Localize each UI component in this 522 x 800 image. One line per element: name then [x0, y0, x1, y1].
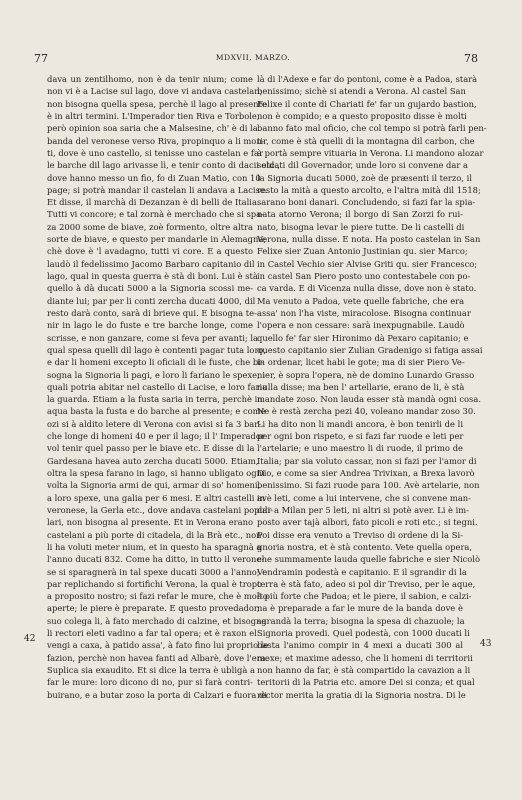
text-line: in castel San Piero posto uno contestabele con po- — [257, 271, 471, 281]
text-line: l'opera e non cessare: sarà inexpugnabile. Laudò — [257, 320, 465, 331]
text-line: Tutti vi concore; e tal zornà è merchado che si spa- — [47, 209, 264, 220]
text-line: banno fato mal oficio, che col tempo si potrà farli pen- — [257, 123, 487, 134]
text-line: diante lui; par per li conti zercha ducati 4000, dil — [47, 295, 256, 306]
text-line: non hanno da far, è stà compartido la cavazion a li — [257, 665, 471, 675]
text-line: dava un zentilhomo, non è da tenir nium; come — [47, 74, 253, 84]
text-line: chè dove è 'l avadagno, tutti vi core. E a questo — [47, 246, 253, 257]
text-line: na è preparade a far le mure de la banda dove è — [257, 603, 463, 614]
text-line: page; si potrà mandar il castelan li andava a Lacise. — [47, 184, 268, 195]
text-line: Felixe sier Zuan Antonio Justinian qu. sier Marco; — [257, 246, 468, 257]
text-line: lago, qual in questa guerra è stà di boni. Lui è stà — [47, 271, 258, 281]
text-line: basta l'animo compir in 4 mexi a ducati 300 al — [257, 640, 463, 651]
text-line: lari, non bisogna al presente. Et in Verona erano — [47, 517, 253, 528]
text-line: e dar li homeni excepto li oficiali di le fuste, che bi- — [47, 357, 264, 368]
text-line: Li ha dito non li mandi ancora, è bon tenirli de li — [257, 418, 463, 429]
text-line: Ma venuto a Padoa, vete quelle fabriche, che era — [257, 295, 465, 306]
text-line: soldati dil Governador, unde loro si convene dar a — [257, 160, 468, 171]
text-line: volta la Signoria armi de qui, armar di so' homeni, — [47, 480, 261, 491]
text-line: che longe di homeni 40 e per il lago; il l' Imperador — [47, 431, 265, 442]
text-line: le barche dil lago arivasse lì, e tenir conto di dacii etc., — [47, 160, 280, 171]
text-line: Felixe il conte di Chariati fe' far un gujardo bastion, — [257, 98, 477, 109]
text-line: nulla disse; ma ben l' artellarie, erano de li, è stà — [257, 381, 465, 392]
text-line: li rectori eleti vadino a far tal opera; et è raxon el — [47, 628, 257, 639]
text-line: vol tenir quel passo per le biave etc. E disse di la — [47, 443, 255, 454]
page-number-left: 77 — [34, 52, 48, 65]
text-line: Et disse, il marchà di Dezanzan è di belli de Italia. — [47, 197, 260, 208]
text-line: assa' non l'ha viste, miracolose. Bisogna continuar — [257, 307, 471, 318]
text-line: non bisogna quella spesa, perchè il lago al presente — [47, 98, 267, 109]
text-line: Italia; par sia voluto cassar, non si fazi per l'amor di — [257, 455, 477, 466]
running-head: MDXVII, MARZO. — [215, 53, 291, 62]
text-line: Signoria provedi. Quel podestà, con 1000 ducati li — [257, 628, 470, 639]
text-line: tir, come è stà quelli di la montagna dil carbon, che — [257, 135, 475, 146]
text-line: non vi è a Lacise sul lago, dove vi andava castelan; — [47, 86, 263, 97]
text-line: la Signoria ducati 5000, zoè de præsenti il terzo, il — [257, 172, 472, 183]
text-line: aperte; le piere è preparate. E questo provedador, — [47, 603, 260, 614]
text-line: a loro spexe, una galia per 6 mesi. E altri castelli in — [47, 492, 266, 503]
text-line: nier, è sopra l'opera, nè de domino Lunardo Grasso — [257, 369, 475, 380]
text-line: fazion, perchè non havea fanti ad Albarè, dove l'era. — [47, 652, 269, 663]
text-line: buirano, e a butar zoso la porta di Calzari e fuora di — [47, 689, 268, 700]
text-line: banda del veronese verso Riva, propinquo a li mon- — [47, 135, 265, 146]
text-line: se si sparagnerà in tal spexe ducati 3000 a l'anno; e — [47, 566, 268, 577]
text-line: questo capitanio sier Zulian Gradenigo si fatiga assai — [257, 344, 483, 355]
text-line: terra è stà fato, adeo si pol dir Treviso, per le aque, — [257, 578, 476, 589]
margin-number-right: 43 — [480, 639, 492, 649]
text-line: quello à dà ducati 5000 a la Signoria scossi me- — [47, 283, 253, 294]
text-line: Vendramin podestà e capitanio. E il sgrandir di la — [257, 566, 467, 577]
text-line: Verona, nulla disse. E nota. Ha posto castelan in San — [257, 234, 481, 245]
page-header — [28, 52, 478, 68]
text-line: per ogni bon rispeto, e si fazi far ruode e leti per — [257, 431, 464, 442]
left-text-column — [47, 73, 280, 701]
text-line: Ne è restà zercha pezi 40, voleano mandar zoso 30. — [257, 406, 476, 417]
text-line: l'anno ducati 832. Come ha ditto, in tutto il verone- — [47, 554, 265, 565]
text-line: par replichando si fortifichi Verona, la qual è tropo — [47, 578, 263, 589]
text-line: veronese, la Gerla etc., dove andava castelani populi- — [47, 504, 274, 515]
text-line: è più forte che Padoa; et le piere, il sabion, e calzi- — [257, 591, 472, 602]
text-line: sorte de biave, e questo per mandarle in Alemagna; — [47, 234, 267, 245]
text-line: in ordenar, licet habi le gote; ma di sier Piero Ve- — [257, 357, 465, 368]
text-line: ti, dove è uno castello, si tenisse uno castelan e far — [47, 147, 263, 158]
text-line: rector merita la gratia di la Signoria nostra. Di le — [257, 689, 466, 700]
text-line: è in altri termini. L'Imperador tien Riva e Torbole, — [47, 110, 260, 121]
text-line: teritorii di la Patria etc. amore Dei si conza; et qual — [257, 677, 475, 688]
text-line: laudò il fedelissimo Jacomo Barbaro capitanio dil — [47, 258, 255, 269]
text-line: benissimo. Si fazi ruode para 100. Avè artelarie, non — [257, 480, 480, 491]
text-line: però opinion soa saria che a Malsesine, ch' è di la — [47, 123, 258, 134]
text-line: Gardesana havea auto zercha ducati 5000. Etiam, — [47, 455, 259, 466]
text-line: che summamente lauda quelle fabriche e sier Nicolò — [257, 554, 480, 565]
text-line: vengi a caxa, à patido assa', à fato fino lui proprio le — [47, 640, 269, 651]
text-line: quello fe' far sier Hironimo dà Pexaro capitanio; e — [257, 332, 469, 343]
text-line: dove hanno messo un fio, fo di Zuan Matio, con 10 — [47, 172, 261, 183]
text-line: in Castel Vechio sier Alvise Griti qu. sier Francesco; — [257, 258, 478, 269]
text-line: nata atorno Verona; il borgo di San Zorzi fo rui- — [257, 209, 463, 220]
text-line: nato, bisogna levar le piere tutte. De li castelli di — [257, 221, 465, 232]
text-line: a proposito nostro; si fazi refar le mure, che è molto — [47, 591, 268, 602]
text-line: là di l'Adexe e far do pontoni, come è a Padoa, starà — [257, 74, 478, 84]
text-line: oltra la spesa farano in lago, si hanno ubligato ogni — [47, 468, 265, 478]
text-line: Dio, e come sa sier Andrea Trivixan, a Brexa lavorò — [257, 468, 475, 478]
text-line: ozi si à aldito letere di Verona con avisi si fa 3 bar- — [47, 418, 262, 429]
text-line: l'artelarie; e uno maestro li di ruode, il primo de — [257, 443, 463, 454]
text-line: sogna la Signoria li pagi, e loro li fariano le spexe, i — [47, 369, 266, 380]
text-line: scrisse, e non ganzare, come si feva per avanti; la — [47, 332, 258, 343]
text-line: mexe; et maxime adesso, che li homeni di territorii — [257, 652, 473, 663]
text-line: benissimo; sichè si atendi a Verona. Al castel San — [257, 86, 466, 97]
text-line: qual spesa quelli dil lago è contenti pagar tuta loro, — [47, 344, 267, 355]
text-line: mandate zoso. Non lauda esser stà mandà ogni cosa. — [257, 394, 481, 405]
text-line: suo colega li, à fato merchado di calzine, et bisogna — [47, 615, 267, 626]
text-line: dar a Milan per 5 leti, ni altri si potè aver. Li è im- — [257, 504, 470, 515]
text-line: non è compido; e a questo proposito disse è molti — [257, 110, 467, 121]
text-line: nir in lago le do fuste e tre barche longe, come — [47, 320, 253, 331]
text-line: posto aver tajà albori, fato picoli e roti etc.; si tegni. — [257, 517, 478, 528]
text-line: sarano boni danari. Concludendo, si fazi far la spia- — [257, 197, 476, 208]
text-line: resto darà conto, sarà di brieve qui. E bisogna te- — [47, 307, 257, 318]
text-line: Suplica sia exaudito. Et si dice la terra è ubligà a — [47, 665, 255, 675]
page-number-right: 78 — [464, 52, 478, 65]
text-line: ca varda. E di Vicenza nulla disse, dove non è stato. — [257, 283, 477, 294]
text-line: gnoria nostra, et è stà contento. Vete quella opera, — [257, 541, 473, 552]
text-line: aqua basta la fusta e do barche al presente; e come — [47, 406, 266, 417]
text-line: resto la mità a questo arcolto, e l'altra mità dil 1518; — [257, 184, 481, 195]
text-line: à portà sempre vituaria in Verona. Li mandono alozar — [257, 147, 484, 158]
text-line: far le mure: loro dicono di no, pur si farà contri- — [47, 677, 253, 688]
text-line: sgrandà la terra; bisogna la spesa di chazuole; la — [257, 615, 465, 626]
text-line: la guarda. Etiam a la fusta saria in terra, perchè in — [47, 394, 263, 405]
text-line: avè leti, come a lui intervene, che si convene man- — [257, 492, 471, 503]
text-line: li ha voluti meter nium, et in questo ha sparagnà a — [47, 541, 262, 552]
text-line: castelani a più porte di citadela, di la Brà etc., non — [47, 529, 262, 540]
margin-number-left: 42 — [24, 634, 36, 644]
text-line: quali potria abitar nel castello di Lacise, e loro faria — [47, 381, 268, 392]
text-line: Poi disse era venuto a Treviso di ordene di la Si- — [257, 529, 463, 540]
text-line: za 2000 some de biave, zoè formento, oltre altra — [47, 221, 253, 232]
